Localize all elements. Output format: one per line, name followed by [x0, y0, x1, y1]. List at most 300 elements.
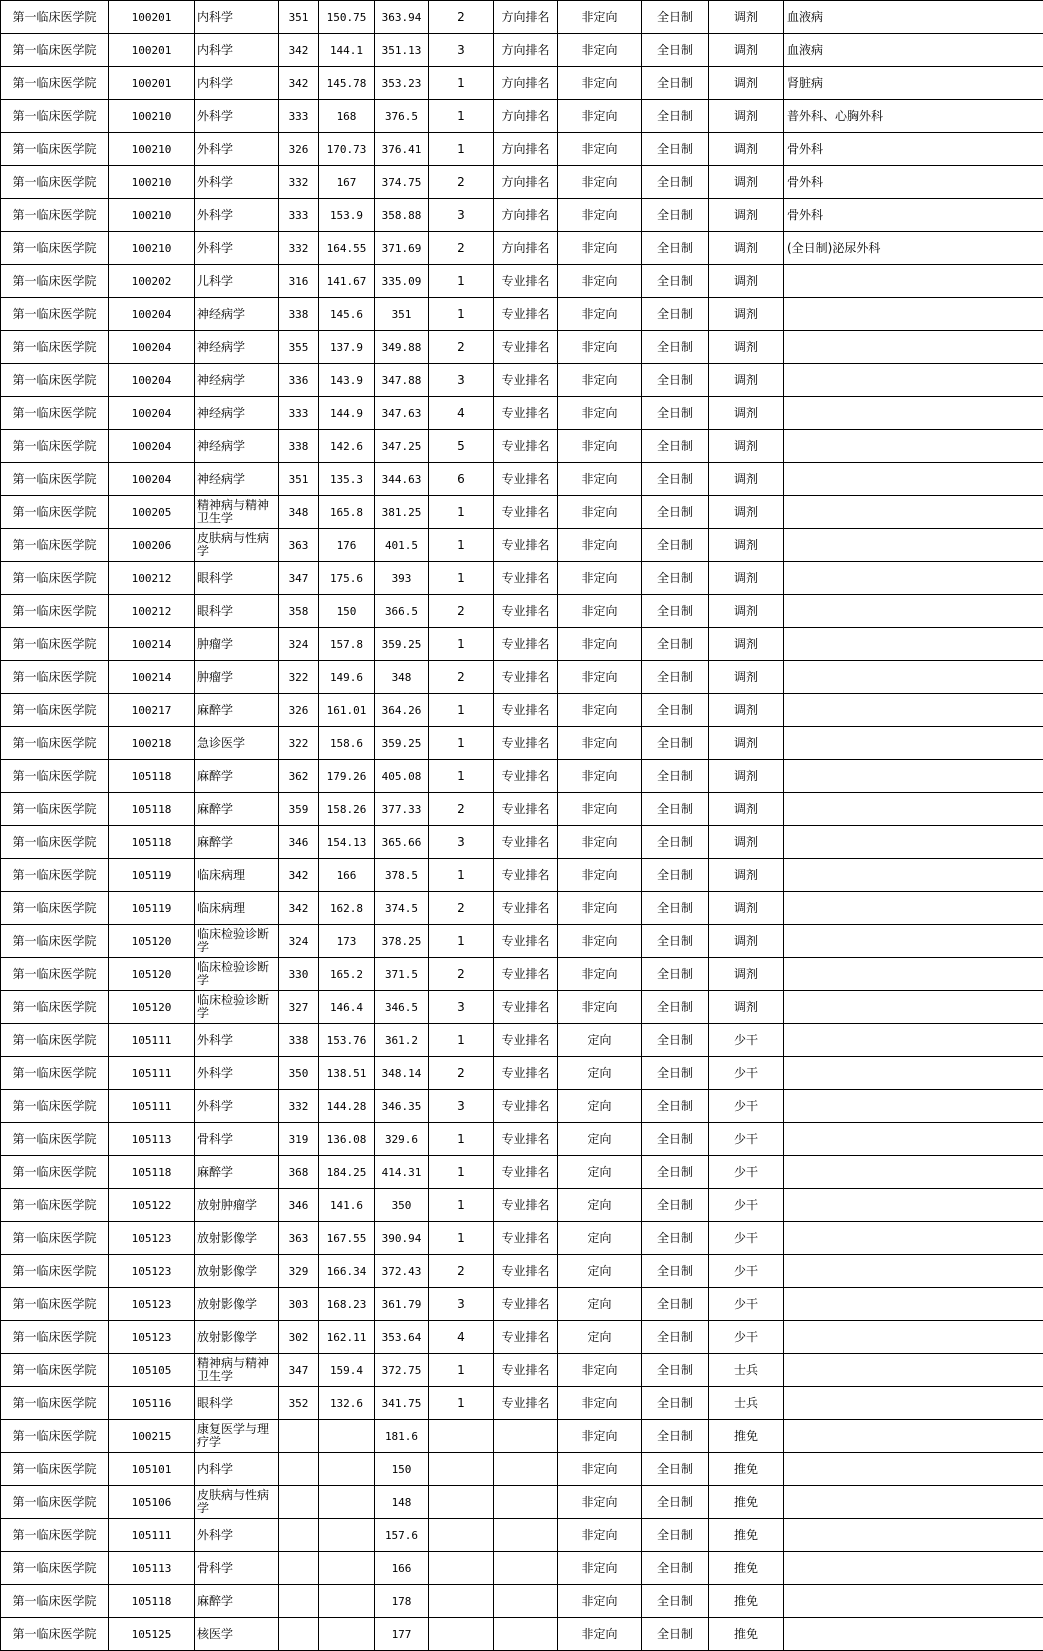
category-cell: 少干 [709, 1321, 784, 1354]
note-cell [784, 826, 1043, 859]
score-2-cell: 145.6 [319, 298, 375, 331]
rank-type-cell [494, 1618, 558, 1651]
score-2-cell: 166.34 [319, 1255, 375, 1288]
total-score-cell: 157.6 [375, 1519, 429, 1552]
score-1-cell: 342 [279, 67, 319, 100]
table-row [1, 100, 1043, 133]
note-cell [784, 1024, 1043, 1057]
college-cell: 第一临床医学院 [1, 1552, 109, 1585]
college-cell: 第一临床医学院 [1, 133, 109, 166]
note-cell [784, 1255, 1043, 1288]
rank-type-cell: 专业排名 [494, 1189, 558, 1222]
code-cell: 105123 [109, 1222, 195, 1255]
rank-cell [429, 1552, 494, 1585]
score-1-cell [279, 1618, 319, 1651]
category-cell: 调剂 [709, 859, 784, 892]
rank-type-cell [494, 1453, 558, 1486]
note-cell [784, 793, 1043, 826]
code-cell: 100206 [109, 529, 195, 562]
rank-type-cell: 专业排名 [494, 958, 558, 991]
category-cell: 调剂 [709, 991, 784, 1024]
note-cell [784, 760, 1043, 793]
score-1-cell: 333 [279, 199, 319, 232]
code-cell: 105122 [109, 1189, 195, 1222]
rank-type-cell [494, 1486, 558, 1519]
code-cell: 105106 [109, 1486, 195, 1519]
orientation-cell: 非定向 [558, 397, 642, 430]
rank-cell: 6 [429, 463, 494, 496]
table-row [1, 397, 1043, 430]
score-2-cell: 144.9 [319, 397, 375, 430]
code-cell: 105113 [109, 1123, 195, 1156]
study-mode-cell: 全日制 [642, 595, 709, 628]
table-row [1, 1585, 1043, 1618]
code-cell: 105119 [109, 892, 195, 925]
orientation-cell: 定向 [558, 1189, 642, 1222]
note-cell [784, 1519, 1043, 1552]
study-mode-cell: 全日制 [642, 1024, 709, 1057]
score-2-cell [319, 1420, 375, 1453]
college-cell: 第一临床医学院 [1, 199, 109, 232]
college-cell: 第一临床医学院 [1, 1288, 109, 1321]
orientation-cell: 定向 [558, 1222, 642, 1255]
college-cell: 第一临床医学院 [1, 628, 109, 661]
note-cell: 骨外科 [784, 199, 1043, 232]
rank-cell: 1 [429, 562, 494, 595]
total-score-cell: 353.64 [375, 1321, 429, 1354]
table-row [1, 1354, 1043, 1387]
total-score-cell: 366.5 [375, 595, 429, 628]
score-1-cell: 330 [279, 958, 319, 991]
table-row [1, 298, 1043, 331]
total-score-cell: 346.5 [375, 991, 429, 1024]
rank-type-cell: 方向排名 [494, 67, 558, 100]
rank-type-cell: 专业排名 [494, 1255, 558, 1288]
major-cell: 放射影像学 [195, 1222, 279, 1255]
score-2-cell: 168.23 [319, 1288, 375, 1321]
college-cell: 第一临床医学院 [1, 364, 109, 397]
major-cell: 康复医学与理疗学 [195, 1420, 279, 1453]
code-cell: 100204 [109, 298, 195, 331]
category-cell: 士兵 [709, 1354, 784, 1387]
code-cell: 100201 [109, 67, 195, 100]
rank-type-cell [494, 1552, 558, 1585]
note-cell [784, 661, 1043, 694]
category-cell: 少干 [709, 1189, 784, 1222]
total-score-cell: 178 [375, 1585, 429, 1618]
table-row [1, 595, 1043, 628]
major-cell: 临床检验诊断学 [195, 991, 279, 1024]
major-cell: 放射影像学 [195, 1255, 279, 1288]
code-cell: 105125 [109, 1618, 195, 1651]
table-row [1, 760, 1043, 793]
study-mode-cell: 全日制 [642, 760, 709, 793]
rank-cell: 1 [429, 1222, 494, 1255]
study-mode-cell: 全日制 [642, 1288, 709, 1321]
score-2-cell: 144.1 [319, 34, 375, 67]
total-score-cell: 341.75 [375, 1387, 429, 1420]
score-2-cell: 143.9 [319, 364, 375, 397]
category-cell: 调剂 [709, 826, 784, 859]
total-score-cell: 390.94 [375, 1222, 429, 1255]
note-cell [784, 298, 1043, 331]
rank-type-cell: 专业排名 [494, 859, 558, 892]
rank-cell: 1 [429, 1156, 494, 1189]
study-mode-cell: 全日制 [642, 496, 709, 529]
table-row [1, 463, 1043, 496]
orientation-cell: 非定向 [558, 1519, 642, 1552]
table-row [1, 1321, 1043, 1354]
score-1-cell [279, 1585, 319, 1618]
category-cell: 调剂 [709, 628, 784, 661]
note-cell [784, 1123, 1043, 1156]
orientation-cell: 定向 [558, 1156, 642, 1189]
score-2-cell: 176 [319, 529, 375, 562]
orientation-cell: 非定向 [558, 298, 642, 331]
code-cell: 105118 [109, 1585, 195, 1618]
score-2-cell: 153.76 [319, 1024, 375, 1057]
table-row [1, 859, 1043, 892]
orientation-cell: 定向 [558, 1123, 642, 1156]
table-row [1, 331, 1043, 364]
major-cell: 麻醉学 [195, 694, 279, 727]
score-1-cell: 332 [279, 1090, 319, 1123]
category-cell: 调剂 [709, 298, 784, 331]
college-cell: 第一临床医学院 [1, 826, 109, 859]
category-cell: 调剂 [709, 331, 784, 364]
major-cell: 临床病理 [195, 892, 279, 925]
note-cell [784, 397, 1043, 430]
college-cell: 第一临床医学院 [1, 1024, 109, 1057]
study-mode-cell: 全日制 [642, 298, 709, 331]
study-mode-cell: 全日制 [642, 1, 709, 34]
orientation-cell: 非定向 [558, 430, 642, 463]
score-1-cell: 333 [279, 397, 319, 430]
score-2-cell: 175.6 [319, 562, 375, 595]
college-cell: 第一临床医学院 [1, 859, 109, 892]
rank-type-cell [494, 1519, 558, 1552]
category-cell: 推免 [709, 1552, 784, 1585]
orientation-cell: 定向 [558, 1057, 642, 1090]
rank-type-cell: 专业排名 [494, 463, 558, 496]
code-cell: 100215 [109, 1420, 195, 1453]
code-cell: 100204 [109, 430, 195, 463]
total-score-cell: 350 [375, 1189, 429, 1222]
major-cell: 眼科学 [195, 1387, 279, 1420]
college-cell: 第一临床医学院 [1, 331, 109, 364]
study-mode-cell: 全日制 [642, 1255, 709, 1288]
category-cell: 调剂 [709, 397, 784, 430]
category-cell: 调剂 [709, 793, 784, 826]
study-mode-cell: 全日制 [642, 331, 709, 364]
code-cell: 105111 [109, 1057, 195, 1090]
score-2-cell: 168 [319, 100, 375, 133]
rank-cell: 4 [429, 397, 494, 430]
rank-cell: 1 [429, 1024, 494, 1057]
orientation-cell: 非定向 [558, 595, 642, 628]
total-score-cell: 335.09 [375, 265, 429, 298]
note-cell [784, 991, 1043, 1024]
code-cell: 105123 [109, 1288, 195, 1321]
total-score-cell: 378.5 [375, 859, 429, 892]
category-cell: 调剂 [709, 925, 784, 958]
major-cell: 内科学 [195, 67, 279, 100]
score-2-cell: 167 [319, 166, 375, 199]
score-1-cell: 316 [279, 265, 319, 298]
study-mode-cell: 全日制 [642, 364, 709, 397]
category-cell: 少干 [709, 1222, 784, 1255]
score-2-cell: 146.4 [319, 991, 375, 1024]
code-cell: 100201 [109, 1, 195, 34]
category-cell: 推免 [709, 1486, 784, 1519]
rank-cell: 3 [429, 1288, 494, 1321]
total-score-cell: 374.75 [375, 166, 429, 199]
rank-type-cell: 专业排名 [494, 1024, 558, 1057]
score-1-cell: 332 [279, 166, 319, 199]
study-mode-cell: 全日制 [642, 265, 709, 298]
college-cell: 第一临床医学院 [1, 166, 109, 199]
study-mode-cell: 全日制 [642, 1420, 709, 1453]
total-score-cell: 374.5 [375, 892, 429, 925]
note-cell [784, 958, 1043, 991]
table-row [1, 793, 1043, 826]
code-cell: 105101 [109, 1453, 195, 1486]
note-cell [784, 1189, 1043, 1222]
code-cell: 100210 [109, 199, 195, 232]
score-2-cell: 170.73 [319, 133, 375, 166]
rank-type-cell: 专业排名 [494, 265, 558, 298]
rank-type-cell: 专业排名 [494, 430, 558, 463]
table-row [1, 364, 1043, 397]
note-cell [784, 1618, 1043, 1651]
category-cell: 少干 [709, 1024, 784, 1057]
total-score-cell: 347.88 [375, 364, 429, 397]
rank-type-cell: 方向排名 [494, 34, 558, 67]
note-cell [784, 265, 1043, 298]
note-cell [784, 496, 1043, 529]
study-mode-cell: 全日制 [642, 727, 709, 760]
rank-type-cell: 专业排名 [494, 694, 558, 727]
table-row [1, 1024, 1043, 1057]
score-2-cell: 145.78 [319, 67, 375, 100]
category-cell: 少干 [709, 1156, 784, 1189]
rank-type-cell: 专业排名 [494, 793, 558, 826]
major-cell: 外科学 [195, 199, 279, 232]
score-1-cell: 342 [279, 34, 319, 67]
rank-cell: 1 [429, 496, 494, 529]
total-score-cell: 378.25 [375, 925, 429, 958]
score-1-cell: 338 [279, 298, 319, 331]
orientation-cell: 非定向 [558, 232, 642, 265]
study-mode-cell: 全日制 [642, 826, 709, 859]
code-cell: 100210 [109, 100, 195, 133]
rank-cell: 2 [429, 1, 494, 34]
college-cell: 第一临床医学院 [1, 430, 109, 463]
category-cell: 调剂 [709, 232, 784, 265]
code-cell: 105123 [109, 1255, 195, 1288]
rank-cell: 1 [429, 265, 494, 298]
table-row [1, 496, 1043, 529]
rank-type-cell: 专业排名 [494, 760, 558, 793]
major-cell: 外科学 [195, 166, 279, 199]
college-cell: 第一临床医学院 [1, 67, 109, 100]
orientation-cell: 非定向 [558, 496, 642, 529]
rank-type-cell: 专业排名 [494, 727, 558, 760]
rank-type-cell: 专业排名 [494, 298, 558, 331]
major-cell: 肿瘤学 [195, 628, 279, 661]
code-cell: 100201 [109, 34, 195, 67]
note-cell [784, 1321, 1043, 1354]
orientation-cell: 非定向 [558, 826, 642, 859]
category-cell: 调剂 [709, 892, 784, 925]
major-cell: 临床病理 [195, 859, 279, 892]
orientation-cell: 非定向 [558, 529, 642, 562]
code-cell: 105123 [109, 1321, 195, 1354]
major-cell: 放射影像学 [195, 1288, 279, 1321]
score-2-cell: 154.13 [319, 826, 375, 859]
rank-cell: 1 [429, 694, 494, 727]
score-2-cell: 141.67 [319, 265, 375, 298]
total-score-cell: 353.23 [375, 67, 429, 100]
orientation-cell: 非定向 [558, 859, 642, 892]
study-mode-cell: 全日制 [642, 430, 709, 463]
table-row [1, 1189, 1043, 1222]
category-cell: 少干 [709, 1288, 784, 1321]
table-row [1, 166, 1043, 199]
score-1-cell: 327 [279, 991, 319, 1024]
code-cell: 105120 [109, 958, 195, 991]
rank-cell: 3 [429, 364, 494, 397]
note-cell: (全日制)泌尿外科 [784, 232, 1043, 265]
table-row [1, 133, 1043, 166]
note-cell: 肾脏病 [784, 67, 1043, 100]
major-cell: 麻醉学 [195, 793, 279, 826]
code-cell: 105118 [109, 1156, 195, 1189]
major-cell: 外科学 [195, 1024, 279, 1057]
major-cell: 放射肿瘤学 [195, 1189, 279, 1222]
major-cell: 外科学 [195, 133, 279, 166]
score-1-cell: 358 [279, 595, 319, 628]
college-cell: 第一临床医学院 [1, 991, 109, 1024]
rank-cell: 3 [429, 199, 494, 232]
note-cell [784, 1387, 1043, 1420]
category-cell: 调剂 [709, 562, 784, 595]
college-cell: 第一临床医学院 [1, 1486, 109, 1519]
table-row [1, 1288, 1043, 1321]
total-score-cell: 351.13 [375, 34, 429, 67]
table-row [1, 34, 1043, 67]
code-cell: 105111 [109, 1024, 195, 1057]
score-1-cell: 362 [279, 760, 319, 793]
note-cell [784, 1552, 1043, 1585]
orientation-cell: 非定向 [558, 199, 642, 232]
score-1-cell: 352 [279, 1387, 319, 1420]
score-1-cell: 336 [279, 364, 319, 397]
total-score-cell: 148 [375, 1486, 429, 1519]
college-cell: 第一临床医学院 [1, 1057, 109, 1090]
total-score-cell: 329.6 [375, 1123, 429, 1156]
category-cell: 士兵 [709, 1387, 784, 1420]
note-cell [784, 562, 1043, 595]
category-cell: 调剂 [709, 430, 784, 463]
table-row [1, 826, 1043, 859]
rank-cell [429, 1519, 494, 1552]
rank-cell: 1 [429, 298, 494, 331]
table-row [1, 1057, 1043, 1090]
college-cell: 第一临床医学院 [1, 1585, 109, 1618]
major-cell: 骨科学 [195, 1552, 279, 1585]
orientation-cell: 非定向 [558, 331, 642, 364]
code-cell: 100210 [109, 166, 195, 199]
rank-cell: 2 [429, 793, 494, 826]
total-score-cell: 359.25 [375, 727, 429, 760]
orientation-cell: 非定向 [558, 694, 642, 727]
orientation-cell: 非定向 [558, 991, 642, 1024]
orientation-cell: 非定向 [558, 1420, 642, 1453]
score-1-cell: 326 [279, 133, 319, 166]
note-cell [784, 1354, 1043, 1387]
college-cell: 第一临床医学院 [1, 397, 109, 430]
code-cell: 100204 [109, 463, 195, 496]
major-cell: 外科学 [195, 100, 279, 133]
rank-type-cell: 方向排名 [494, 199, 558, 232]
college-cell: 第一临床医学院 [1, 1, 109, 34]
rank-type-cell: 专业排名 [494, 1288, 558, 1321]
note-cell: 普外科、心胸外科 [784, 100, 1043, 133]
note-cell: 骨外科 [784, 133, 1043, 166]
major-cell: 神经病学 [195, 430, 279, 463]
college-cell: 第一临床医学院 [1, 529, 109, 562]
college-cell: 第一临床医学院 [1, 1090, 109, 1123]
rank-type-cell: 专业排名 [494, 595, 558, 628]
total-score-cell: 150 [375, 1453, 429, 1486]
orientation-cell: 非定向 [558, 67, 642, 100]
score-2-cell: 166 [319, 859, 375, 892]
code-cell: 105120 [109, 925, 195, 958]
rank-cell: 2 [429, 1057, 494, 1090]
score-2-cell [319, 1453, 375, 1486]
college-cell: 第一临床医学院 [1, 34, 109, 67]
total-score-cell: 405.08 [375, 760, 429, 793]
score-1-cell: 338 [279, 1024, 319, 1057]
orientation-cell: 非定向 [558, 958, 642, 991]
code-cell: 100212 [109, 595, 195, 628]
code-cell: 100204 [109, 397, 195, 430]
category-cell: 推免 [709, 1453, 784, 1486]
table-body [1, 1, 1043, 1651]
rank-cell: 4 [429, 1321, 494, 1354]
major-cell: 核医学 [195, 1618, 279, 1651]
rank-cell: 2 [429, 1255, 494, 1288]
note-cell: 血液病 [784, 1, 1043, 34]
total-score-cell: 376.41 [375, 133, 429, 166]
college-cell: 第一临床医学院 [1, 298, 109, 331]
score-1-cell: 324 [279, 925, 319, 958]
total-score-cell: 358.88 [375, 199, 429, 232]
note-cell [784, 694, 1043, 727]
total-score-cell: 371.5 [375, 958, 429, 991]
score-1-cell: 329 [279, 1255, 319, 1288]
total-score-cell: 348.14 [375, 1057, 429, 1090]
table-row [1, 67, 1043, 100]
total-score-cell: 351 [375, 298, 429, 331]
rank-cell: 1 [429, 925, 494, 958]
rank-type-cell: 专业排名 [494, 1387, 558, 1420]
college-cell: 第一临床医学院 [1, 1420, 109, 1453]
rank-cell: 1 [429, 67, 494, 100]
college-cell: 第一临床医学院 [1, 100, 109, 133]
category-cell: 少干 [709, 1123, 784, 1156]
